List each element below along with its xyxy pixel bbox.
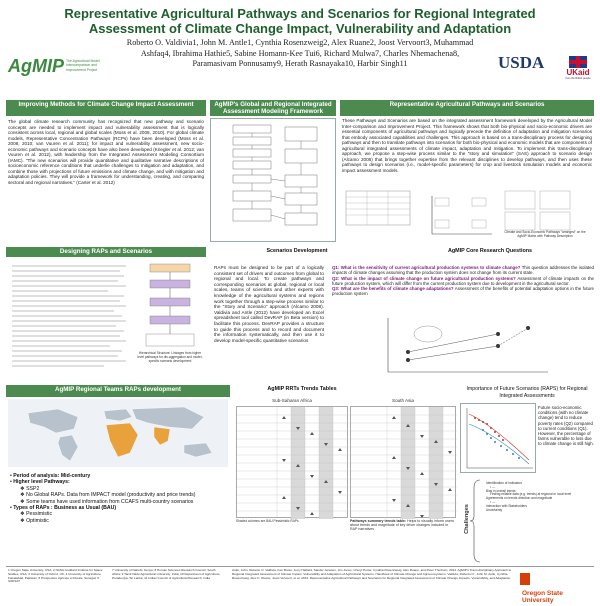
annotation-ellipse bbox=[414, 326, 442, 342]
section-title-raps: Representative Agricultural Pathways and Scenarios bbox=[340, 100, 594, 116]
level-box bbox=[150, 264, 190, 272]
flow-box bbox=[233, 137, 271, 145]
matrix-cell bbox=[435, 220, 449, 228]
asia-shape bbox=[132, 407, 204, 429]
flow-box bbox=[285, 193, 317, 205]
pathway-matrix-caption: Climate and Socio-Economic Pathways "arranged" on the AgMIP Matrix with Pathway Description bbox=[504, 230, 586, 238]
pathway-matrix-figure bbox=[342, 188, 592, 242]
trends-summary-label: Pathways summary trends table: bbox=[350, 519, 407, 523]
affiliations-2: 7 University of Nairobi, Kenya; 8 Human Sciences Research Council, South Africa; 9 Tamil Nadu Agricultural University, India; 10 Department of Agriculture, Peradeniya, Sri Lanka; 11 Indian Council of Agricultural Research, India bbox=[112, 568, 221, 580]
south-asia-shape bbox=[154, 427, 170, 445]
ukaid-logo-subtitle: from the British people bbox=[565, 77, 591, 80]
trends-table-ssa bbox=[236, 406, 348, 518]
world-map-drawing bbox=[8, 399, 228, 467]
osu-logo bbox=[520, 570, 596, 604]
bullet-ssp: ❖ SSP2 bbox=[20, 485, 40, 492]
challenge-item: Bias in overall trends bbox=[486, 488, 516, 493]
flow-box bbox=[285, 149, 317, 163]
importance-text: Future socio-economic conditions (with no climate change) tend to reduce poverty rates (Q2) compared to current conditions (Q1). However, the percentage of farms vulnerable to loss due to climate change is still high. bbox=[538, 405, 594, 447]
footer-divider bbox=[6, 566, 594, 567]
ssp-box bbox=[540, 191, 570, 209]
ssp-box bbox=[540, 212, 570, 230]
challenge-item: • — bbox=[490, 484, 496, 489]
flow-box bbox=[233, 175, 271, 183]
section-title-designing-raps: Designing RAPs and Scenarios bbox=[6, 247, 206, 257]
south-america-shape bbox=[58, 435, 78, 461]
bullet-pessimistic: ❖ Pessimistic bbox=[20, 511, 53, 518]
matrix-cell bbox=[472, 220, 486, 228]
world-map bbox=[8, 399, 228, 467]
author-list: Roberto O. Valdivia1, John M. Antle1, Cynthia Rosenzweig2, Alex Ruane2, Joost Vervoort3, Muhammad Ashfaq4, Ibrahima Hathie5, Sabine Homann-Kee Tui6, Richard Mulwa7, Charles Nhemachena8, Paramasivam Ponnusamy9, Herath Rasnayaka10, Harbir Singh11 bbox=[126, 38, 474, 69]
north-america-shape bbox=[28, 409, 78, 433]
europe-shape bbox=[104, 409, 132, 421]
matrix-cell bbox=[472, 198, 486, 206]
osu-logo-text: Oregon State University bbox=[522, 589, 563, 604]
ukaid-logo-text: UKaid bbox=[566, 68, 590, 77]
question-q2: Q2: What is the impact of climate change on future agricultural production systems? bbox=[332, 275, 516, 281]
hierarchy-caption: Hierarchical Structure: Linkages from higher level pathways for dis-aggregation and model-specific scenario development bbox=[137, 351, 203, 363]
level-box bbox=[146, 334, 194, 346]
level-box bbox=[150, 316, 190, 324]
challenge-item: Agreements on trends direction and magnitude bbox=[486, 496, 553, 501]
ukaid-logo bbox=[562, 56, 594, 86]
poverty-scatter-chart bbox=[460, 403, 536, 473]
section-title-framework: AgMIP's Global and Regional Integrated Assessment Modeling Framework bbox=[210, 100, 336, 116]
trends-region-ssa: Sub-Saharan Africa bbox=[272, 398, 312, 403]
trends-region-sa: South Asia bbox=[392, 398, 414, 403]
section-text-improving-methods: The global climate research community has recognized that new pathway and scenario concepts are needed to implement impact and vulnerability assessment that is logically consistent across local, regional and global scales (Moss et al. 2008, 2010). For global climate models, Representative Concentration Pathways (RCPs) have been developed (Moss et al. 2008, 2010; van Vuuren et al. 2011); for impact and vulnerability assessment, new socio-economic pathways and scenario concepts have also been developed (Kriegler et al. 2012; van Vuuren et al. 2012), with leadership from the Integrated Assessment Modeling Consortium (IAMC). "The new scenarios will provide quantitative and qualitative narrative descriptions of socioeconomic reference conditions that underlie challenges to mitigation and adaptation, and combine those with projections of future emissions and climate change, and with mitigation and adaptation policies. They will provide a framework for understanding, creating, and comparing sectoral and regional narratives." (Carter et al. 2012) bbox=[8, 119, 204, 185]
core-questions-diagram bbox=[378, 312, 554, 376]
section-title-improving-methods: Improving Methods for Climate Change Impact Assessment bbox=[6, 100, 206, 116]
union-flag-icon bbox=[569, 56, 587, 68]
sub-saharan-africa-shape bbox=[106, 423, 138, 457]
challenges-label: Challenges bbox=[464, 504, 470, 534]
challenges-brace-drawing bbox=[470, 478, 484, 564]
bullet-period: • Period of analysis: Mid-century bbox=[10, 473, 91, 479]
flow-box bbox=[233, 149, 271, 157]
poster-title: Representative Agricultural Pathways and Scenarios for Regional Integrated Assessment of Climate Change Impact, Vulnerability and Adaptation bbox=[64, 6, 536, 36]
flow-box bbox=[285, 213, 317, 225]
designing-raps-checklist-lines bbox=[8, 260, 132, 372]
poverty-scatter-drawing bbox=[461, 404, 537, 474]
hierarchy-diagram bbox=[134, 262, 206, 380]
trends-table-sa bbox=[350, 406, 456, 518]
trends-summary-text: Helps to visually inform users about trends and magnitude of key driver changes included in RAP narratives bbox=[350, 519, 454, 531]
trends-table-sa-grid bbox=[351, 407, 457, 519]
usda-logo-text: USDA bbox=[498, 53, 545, 72]
bullet-optimistic: ❖ Optimistic bbox=[20, 517, 49, 524]
flow-box bbox=[285, 175, 317, 187]
references: Antle, John, Roberto O. Valdivia, Ken Boote, Jerry Hatfield, Sander Janssen, Jim Jones, Cheryl Porter, Cynthia Rosenzweig, Alex Ruane, and Peter Thorburn. 2014. AgMIP's Trans-disciplinary Approach to Regional Integrated Assessment of Climate Impact, Vulnerability and Adaptation of Agricultural Systems. Handbook of Climate Change and Agroecosystems. Valdivia, Roberto O., John M. Antle, Cynthia Rosenzweig, Alex C. Ruane, Joost Vervoort, et al. 2014. Representative Agricultural Pathways and Scenarios for Regional Integrated Assessment of Climate Change Impacts, Vulnerability, and Adaptation. bbox=[232, 568, 512, 580]
framework-diagram bbox=[210, 118, 336, 242]
level-box bbox=[150, 280, 190, 288]
question-q2-text: Assessment of climate impacts on the future production system, which will differ from the current production system due to development in the agricultural sector. bbox=[332, 275, 594, 286]
question-q3: Q3: What are the benefits of climate change adaptations? bbox=[332, 286, 454, 292]
ssp-box bbox=[505, 191, 535, 209]
challenge-item: Uncertainty bbox=[486, 507, 503, 512]
osu-mark-icon bbox=[520, 573, 530, 585]
flow-box bbox=[233, 191, 271, 201]
question-q3-text: Assessment of the benefits of potential adaptation options in the future production system bbox=[332, 286, 594, 297]
level-box bbox=[150, 298, 190, 306]
core-questions bbox=[332, 265, 594, 311]
challenge-item: Finding reliable data (e.g. trends) at regional or local level bbox=[490, 492, 572, 497]
agmip-logo bbox=[8, 56, 118, 84]
section-title-trends: AgMIP RRTs Trends Tables bbox=[234, 385, 370, 397]
ssp-box bbox=[505, 212, 535, 230]
flow-box bbox=[233, 125, 271, 133]
affiliations-1: 1 Oregon State University, USA; 2 NASA Goddard Institute for Space Studies, USA; 3 University of Oxford, UK; 4 University of Agriculture, Faisalabad, Pakistan; 5 Prospective Agricole et Rurale, Senegal; 6 ICRISAT bbox=[8, 568, 103, 584]
section-title-importance: Importance of Future Scenarios (RAPS) for Regional Integrated Assessments bbox=[460, 385, 594, 401]
australia-shape bbox=[184, 443, 212, 457]
bullet-no-global: ❖ No Global RAPs. Data from IMPACT model (productivity and price trends) bbox=[20, 492, 196, 499]
bullet-ccafs: ❖ Some teams have used information from CCAFS multi-country scenarios bbox=[20, 498, 194, 505]
trends-table-ssa-grid bbox=[237, 407, 349, 519]
section-text-raps: These Pathways and Scenarios are based on the integrated assessment framework developed by the Agricultural Model Inter-comparison and Improvement Project. This framework shows that both bio-physical and socio-economic drivers are essential components of agricultural pathways and logically precede the definition of adaptation and mitigation scenarios that embody associated capabilities and challenges. This approach is based on a trans-disciplinary process for designing pathways and then to translate pathways into scenarios for both bio-physical and economic models that are components of agricultural integrated assessments of climate impact, adaptation and mitigation. To implement this trans-disciplinary approach, we propose a step-wise process similar to the "story and simulation" (SAS) approach to scenario design (Alcamo 2008) that brings together expertise from the relevant disciplines to develop pathways, and then uses these pathways to design scenarios (i.e., model-specific parameters) for crop and livestock simulation models and economic impact assessment models. bbox=[342, 118, 592, 173]
challenge-item: Identification of indicators bbox=[486, 481, 522, 485]
bullet-higher: • Higher level Pathways: bbox=[10, 479, 70, 486]
challenge-item: • — bbox=[490, 499, 496, 504]
question-q1-text: This question addresses the isolated impacts of climate changes assuming that the production system does not change from its current state. bbox=[332, 265, 594, 276]
agmip-logo-subtitle: The Agricultural Model Intercomparison and Improvement Project bbox=[66, 59, 100, 72]
flow-box bbox=[233, 161, 271, 169]
section-title-rrt-raps: AgMIP Regional Teams RAPs development bbox=[6, 385, 230, 397]
framework-flowchart bbox=[211, 119, 337, 243]
section-title-scenarios-dev: Scenarios Development bbox=[210, 247, 384, 257]
section-text-scenarios-dev: RAPs must be designed to be part of a logically consistent set of drivers and outcomes from global to regional and local. To create pathways and corresponding scenarios at global, regional or local scales, teams of scientists and other experts with knowledge of the agricultural systems and regions work together through a step-wise process similar to the "Story and Scenario" approach (Alcamo 2008). Valdivia and Antle (2012) have developed an Excel spreadsheet tool called DevRAP (in Beta version) to facilitate this process. DevRAP provides a structure to guide this process and to record and document the information systematically, and then use it to develop model-specific quantitative scenarios bbox=[214, 265, 324, 343]
question-q1: Q1: What is the sensitivity of current agricultural production systems to climate change? bbox=[332, 265, 521, 270]
trends-summary bbox=[350, 520, 456, 531]
trends-shading-note: Shaded columns are BAU Pessimistic RAPs bbox=[236, 519, 299, 523]
challenges-panel bbox=[462, 478, 594, 564]
matrix-cell bbox=[435, 198, 449, 206]
matrix-table bbox=[346, 191, 410, 225]
core-questions-drawing bbox=[378, 312, 554, 376]
rrt-bullet-list bbox=[10, 473, 230, 524]
designing-raps-checklist-image bbox=[8, 260, 132, 372]
usda-logo bbox=[498, 54, 552, 78]
flow-box bbox=[233, 209, 271, 221]
hierarchy-drawing bbox=[134, 262, 206, 352]
challenges-list bbox=[486, 482, 592, 512]
challenge-item: Interaction with Stakeholders bbox=[486, 503, 527, 508]
flow-box bbox=[285, 127, 317, 141]
bullet-types: • Types of RAPs : Business as Usual (BAU) bbox=[10, 505, 117, 512]
section-title-core-questions: AgMIP Core Research Questions bbox=[386, 247, 594, 257]
poster-header bbox=[0, 0, 600, 98]
agmip-logo-text: AgMIP bbox=[8, 56, 64, 76]
